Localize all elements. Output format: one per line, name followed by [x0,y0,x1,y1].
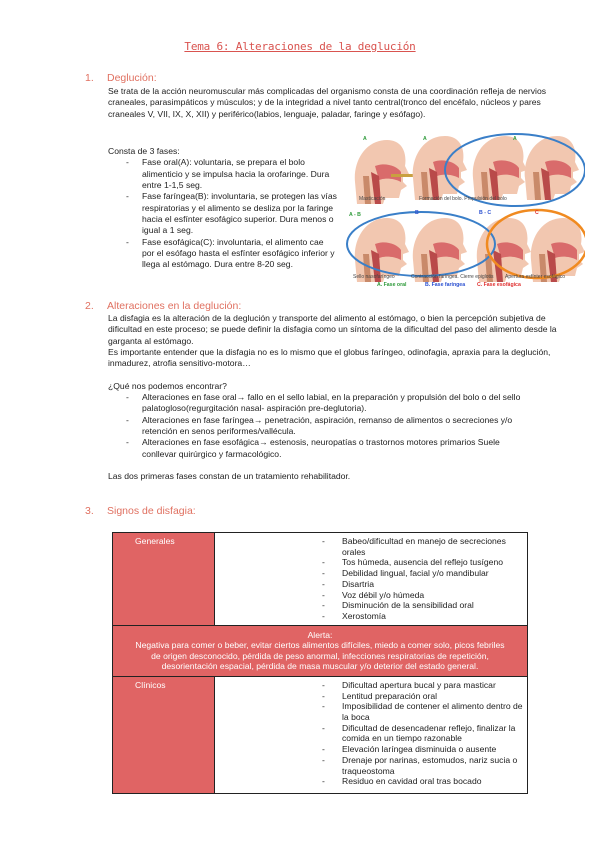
section-2-closing: Las dos primeras fases constan de un tratamiento rehabilitador. [108,471,351,482]
fig-caption-1: Masticación [359,196,386,202]
general-item: - Babeo/dificultad en manejo de secreciones orales [322,536,523,557]
clinicos-list [322,680,523,787]
row-alerta [113,625,528,676]
section-2-block [108,313,580,482]
clinicos-cell [215,676,528,793]
alteracion-oral: - Alteraciones en fase oral→ fallo en el sello labial, en la preparación y propulsión del bolo o del sello palatogloso(regurgitación nasal- aspiración pre-deglutoria). [126,392,526,415]
section-2-question: ¿Qué nos podemos encontrar? [108,380,227,391]
section-3-title: Signos de disfagia: [107,505,196,517]
phases-list [126,157,338,270]
clinico-item: - Lentitud preparación oral [322,691,523,702]
fig-label-bc: B - C [479,210,492,216]
section-1-heading [85,72,157,86]
fig-label-a-3: A [513,136,517,142]
swallow-phases-illustration [345,132,585,294]
legend-esofagica: C. Fase esofágica [477,282,521,288]
section-1-title: Deglución: [107,72,157,84]
general-item: - Voz débil y/o húmeda [322,590,523,601]
alteracion-faringea: - Alteraciones en fase faríngea→ penetración, aspiración, remanso de alimentos o secreciones y/o retención en senos periformes/vallécula. [126,415,526,438]
generales-cell [215,533,528,626]
fig-caption-2: Formación del bolo. Propulsión del bolo [419,196,507,202]
section-1-intro: Se trata de la acción neuromuscular más complicadas del organismo consta de una coordinación refleja de nervios craneales, parasimpáticos y músculos; y de la integridad a nivel tanto central(tronco del encéfalo, núcleos y pares craneales V, VII, IX, X, XII) y periférico(labios, lenguaje, paladar, faringe y esófago). [108,86,547,119]
generales-list [322,536,523,622]
section-1-number: 1. [85,72,94,84]
general-item: - Xerostomía [322,611,523,622]
clinico-item: - Residuo en cavidad oral tras bocado [322,776,523,787]
phase-oral: - Fase oral(A): voluntaria, se prepara el bolo alimenticio y se impulsa hacia la orofaringe. Dura entre 1-1,5 seg. [126,157,338,191]
row-clinicos [113,676,528,793]
row-generales [113,533,528,626]
clinico-item: - Dificultad de desencadenar reflejo, finalizar la comida en un tiempo razonable [322,723,523,744]
head-illustration-8 [531,218,585,282]
section-3-heading [85,505,196,519]
alerta-cell [113,625,528,676]
fig-caption-5: Apertura esfínter esofágico [505,274,566,280]
clinico-item: - Imposibilidad de contener el alimento dentro de la boca [322,701,523,722]
head-illustration-3 [473,136,527,200]
clinico-item: - Drenaje por narinas, estomudos, nariz sucia o traqueostoma [322,755,523,776]
alerta-label: Alerta: [307,629,333,640]
general-item: - Disartria [322,579,523,590]
section-3-number: 3. [85,505,94,517]
legend-oral: A. Fase oral [377,282,407,288]
clinicos-label: Clínicos [113,676,215,793]
section-2-title: Alteraciones en la deglución: [107,300,242,312]
clinico-item: - Elevación laríngea disminuida o ausente [322,744,523,755]
head-illustration-4 [525,136,579,200]
section-2-number: 2. [85,300,94,312]
head-illustration-1 [355,140,409,204]
general-item: - Tos húmeda, ausencia del reflejo tusígeno [322,557,523,568]
head-illustration-5 [355,218,409,282]
swallow-phases-figure [345,132,585,294]
fig-label-a-1: A [363,136,367,142]
legend-faringea: B. Fase faríngea [425,282,466,288]
generales-label: Generales [113,533,215,626]
fig-caption-3: Sello nasofaríngeo [353,274,395,280]
fig-label-ab: A - B [349,212,361,218]
clinico-item: - Dificultad apertura bucal y para masticar [322,680,523,691]
fig-label-b: B [415,210,419,216]
alerta-text: Negativa para comer o beber, evitar ciertos alimentos difíciles, miedo a comer solo, picos febriles de origen desconocido, pérdida de peso anormal, infecciones respiratorias de repetición, desorientación espacial, pérdida de masa muscular y/o deterior del estado general. [135,640,505,672]
general-item: - Debilidad lingual, facial y/o mandibular [322,568,523,579]
section-2-p1: La disfagia es la alteración de la deglución y transporte del alimento al estómago, o bien la percepción subjetiva de dificultad en este proceso; se puede definir la disfagia como un síntoma de la dificultad del paso del alimento desde la garganta al estómago. [108,313,557,346]
fig-caption-4: Contracción faríngea. Cierre epiglotis [411,274,494,280]
phase-esofagica: - Fase esofágica(C): involuntaria, el alimento cae por el esófago hasta el esfínter esofágico inferior y llega al estómago. Dura entre 8-20 seg. [126,237,338,271]
phase-faringea: - Fase faríngea(B): involuntaria, se protegen las vías respiratorias y el alimento se desliza por la faringe hacia el esfínter esofágico superior. Dura menos o igual a 1 seg. [126,191,338,236]
section-2-heading [85,300,241,314]
page-title: Tema 6: Alteraciones de la deglución [184,40,416,53]
alteraciones-list [126,392,526,460]
fig-label-c: C [535,210,539,216]
signs-table [112,532,528,794]
title-wrap [0,40,600,55]
general-item: - Disminución de la sensibilidad oral [322,600,523,611]
alteracion-esofagica: - Alteraciones en fase esofágica→ estenosis, neuropatías o trastornos motores primarios Suele conllevar quirúrgico y farmacológico. [126,437,526,460]
section-2-p2: Es importante entender que la disfagia no es lo mismo que el globus faríngeo, odinofagia, apraxia para la deglución, inmadurez, atrofia sensitivo-motora… [108,347,551,369]
section-1-intro-block [108,86,578,120]
phases-block [108,146,338,271]
phases-intro: Consta de 3 fases: [108,146,180,156]
fig-label-a-2: A [423,136,427,142]
